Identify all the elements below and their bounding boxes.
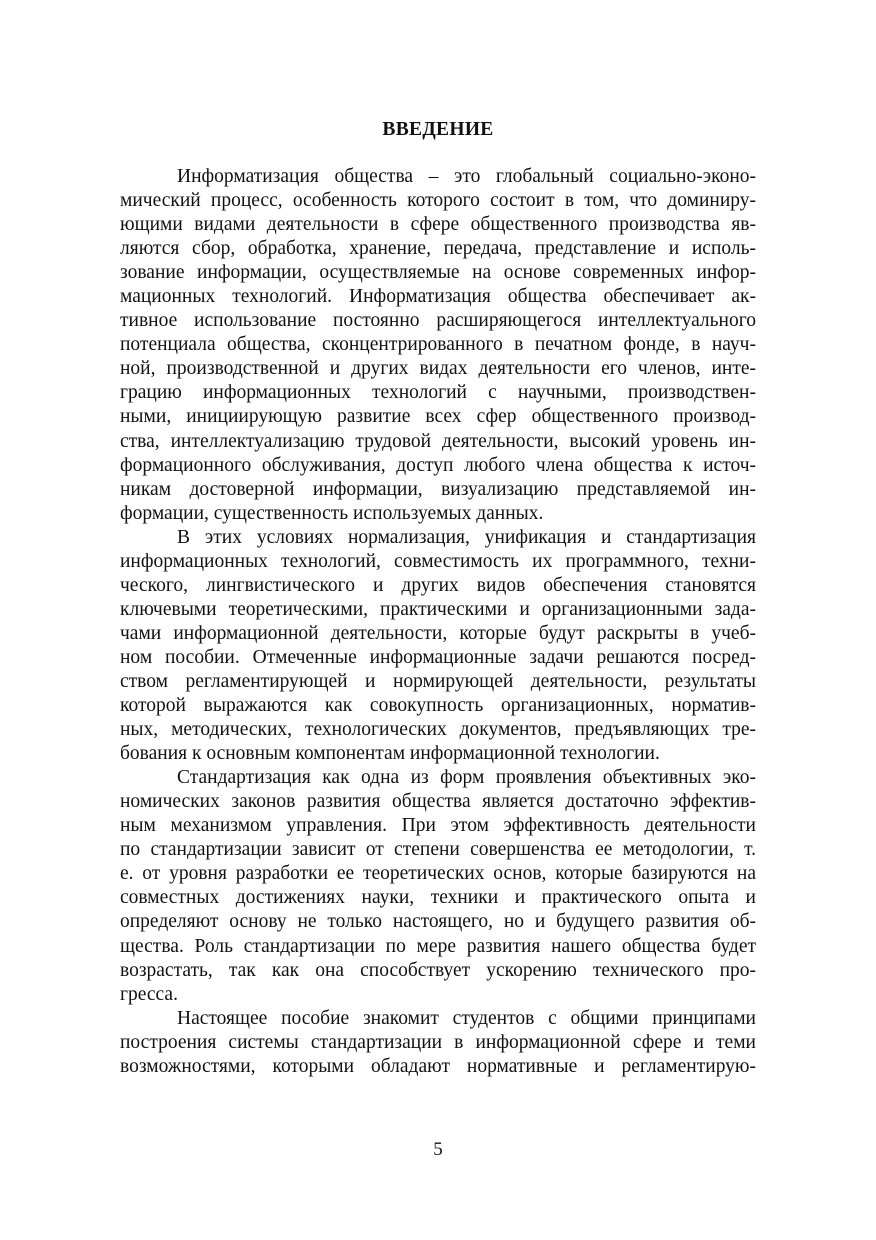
text-line: тивное использование постоянно расширяющегося интеллектуального — [120, 310, 756, 332]
body-text — [120, 165, 756, 1079]
text-line: которой выражаются как совокупность организационных, норматив- — [120, 695, 756, 717]
text-line: ными, инициирующую развитие всех сфер общественного производ- — [120, 406, 756, 428]
text-line: мационных технологий. Информатизация общества обеспечивает ак- — [120, 286, 756, 308]
text-line: потенциала общества, сконцентрированного в печатном фонде, в науч- — [120, 334, 756, 356]
text-line: ческого, лингвистического и других видов обеспечения становятся — [120, 574, 756, 596]
text-line: совместных достижениях науки, техники и практического опыта и — [120, 887, 756, 909]
text-line: гресса. — [120, 983, 178, 1005]
text-line: определяют основу не только настоящего, но и будущего развития об- — [120, 911, 756, 933]
text-line: е. от уровня разработки ее теоретических основ, которые базируются на — [120, 863, 756, 885]
paragraph — [120, 766, 756, 1006]
text-line: бования к основным компонентам информационной технологии. — [120, 743, 660, 765]
text-line: возрастать, так как она способствует ускорению технического про- — [120, 959, 756, 981]
text-line: формационного обслуживания, доступ любого члена общества к источ- — [120, 454, 756, 476]
text-line: по стандартизации зависит от степени совершенства ее методологии, т. — [120, 839, 756, 861]
text-line: ном пособии. Отмеченные информационные задачи решаются посред- — [120, 646, 756, 668]
text-line: мический процесс, особенность которого состоит в том, что доминиру- — [120, 190, 756, 212]
text-line: ной, производственной и других видах деятельности его членов, инте- — [120, 358, 756, 380]
text-line: ющими видами деятельности в сфере общественного производства яв- — [120, 214, 756, 236]
text-line: щества. Роль стандартизации по мере развития нашего общества будет — [120, 935, 756, 957]
text-line: ным механизмом управления. При этом эффективность деятельности — [120, 815, 756, 837]
text-line: номических законов развития общества является достаточно эффектив- — [120, 791, 756, 813]
text-line: В этих условиях нормализация, унификация и стандартизация — [177, 526, 756, 548]
page-title: ВВЕДЕНИЕ — [382, 119, 494, 140]
paragraph — [120, 165, 756, 526]
text-line: ляются сбор, обработка, хранение, передача, представление и исполь- — [120, 238, 756, 260]
text-line: Информатизация общества – это глобальный социально-эконо- — [177, 166, 756, 187]
paragraph — [120, 526, 756, 766]
text-line: информационных технологий, совместимость их программного, техни- — [120, 550, 756, 572]
text-line: Стандартизация как одна из форм проявления объективных эко- — [177, 767, 756, 789]
text-line: никам достоверной информации, визуализацию представляемой ин- — [120, 478, 756, 500]
page-number: 5 — [433, 1139, 443, 1160]
text-line: чами информационной деятельности, которые будут раскрыты в учеб- — [120, 622, 756, 644]
text-line: ством регламентирующей и нормирующей деятельности, результаты — [120, 670, 756, 692]
text-line: ных, методических, технологических документов, предъявляющих тре- — [120, 719, 756, 741]
text-line: формации, существенность используемых данных. — [120, 502, 544, 524]
text-line: грацию информационных технологий с научными, производствен- — [120, 382, 756, 404]
text-line: зование информации, осуществляемые на основе современных инфор- — [120, 262, 756, 284]
text-line: ства, интеллектуализацию трудовой деятельности, высокий уровень ин- — [120, 430, 756, 452]
text-line: Настоящее пособие знакомит студентов с общими принципами — [177, 1007, 756, 1029]
text-line: построения системы стандартизации в информационной сфере и теми — [120, 1031, 756, 1053]
paragraph — [120, 1007, 756, 1079]
text-line: возможностями, которыми обладают нормативные и регламентирую- — [120, 1055, 756, 1077]
text-line: ключевыми теоретическими, практическими и организационными зада- — [120, 598, 756, 620]
